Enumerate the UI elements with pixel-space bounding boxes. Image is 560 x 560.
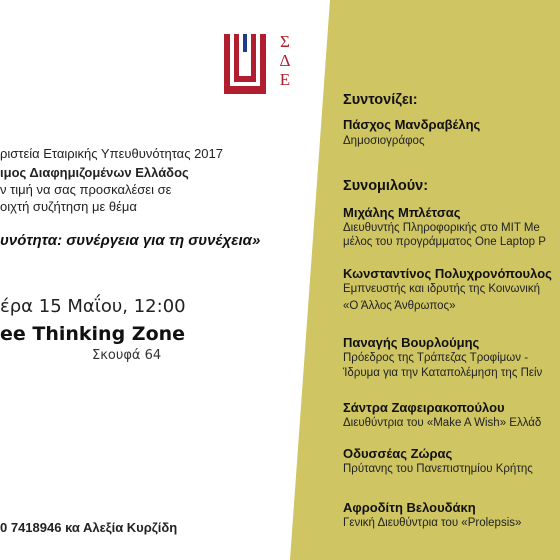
invitation-line-2: ιμος Διαφημιζομένων Ελλάδος [0,165,189,180]
speaker-role: μέλος του προγράμματος One Laptop P [343,236,546,248]
event-venue: ee Thinking Zone [0,323,186,345]
speaker-name: Παναγής Βουρλούμης [343,335,480,350]
speaker-role: Γενική Διευθύντρια του «Prolepsis» [343,517,522,529]
speaker-role: Διευθύντρια του «Make A Wish» Ελλάδ [343,417,542,429]
rsvp-line: 0 7418946 κα Αλεξία Κυρζίδη [0,520,178,535]
moderator-heading: Συντονίζει: [343,92,418,108]
logo-letter-delta: Δ [279,51,291,70]
logo-letters [270,32,300,89]
logo-letter-sigma: Σ [280,32,290,51]
speaker-name: Αφροδίτη Βελουδάκη [343,500,476,515]
speaker-name: Μιχάλης Μπλέτσας [343,205,461,220]
invitation-line-3: ν τιμή να σας προσκαλέσει σε [0,182,172,197]
speaker-role: «Ο Άλλος Άνθρωπος» [343,300,456,312]
speaker-role: Ίδρυμα για την Καταπολέμηση της Πείν [343,367,543,379]
invitation-line-1: ριστεία Εταιρικής Υπευθυνότητας 2017 [0,146,223,161]
speaker-role: Πρύτανης του Πανεπιστημίου Κρήτης [343,463,533,475]
speaker-name: Σάντρα Ζαφειρακοπούλου [343,400,505,415]
speaker-role: Διευθυντής Πληροφορικής στο MIT Me [343,222,540,234]
event-address: Σκουφά 64 [92,348,162,363]
logo-letter-epsilon: Ε [279,70,291,89]
speaker-name: Οδυσσέας Ζώρας [343,446,453,461]
speakers-heading: Συνομιλούν: [343,178,429,194]
speaker-name: Κωνσταντίνος Πολυχρονόπουλος [343,266,552,281]
event-date: έρα 15 Μαΐου, 12:00 [0,296,186,317]
invitation-line-4: οιχτή συζήτηση με θέμα [0,199,137,214]
discussion-topic: υνότητα: συνέργεια για τη συνέχεια» [0,232,261,249]
moderator-role: Δημοσιογράφος [343,135,425,147]
speaker-role: Εμπνευστής και ιδρυτής της Κοινωνική [343,283,540,295]
speaker-role: Πρόεδρος της Τράπεζας Τροφίμων - [343,352,529,364]
moderator-name: Πάσχος Μανδραβέλης [343,117,481,132]
